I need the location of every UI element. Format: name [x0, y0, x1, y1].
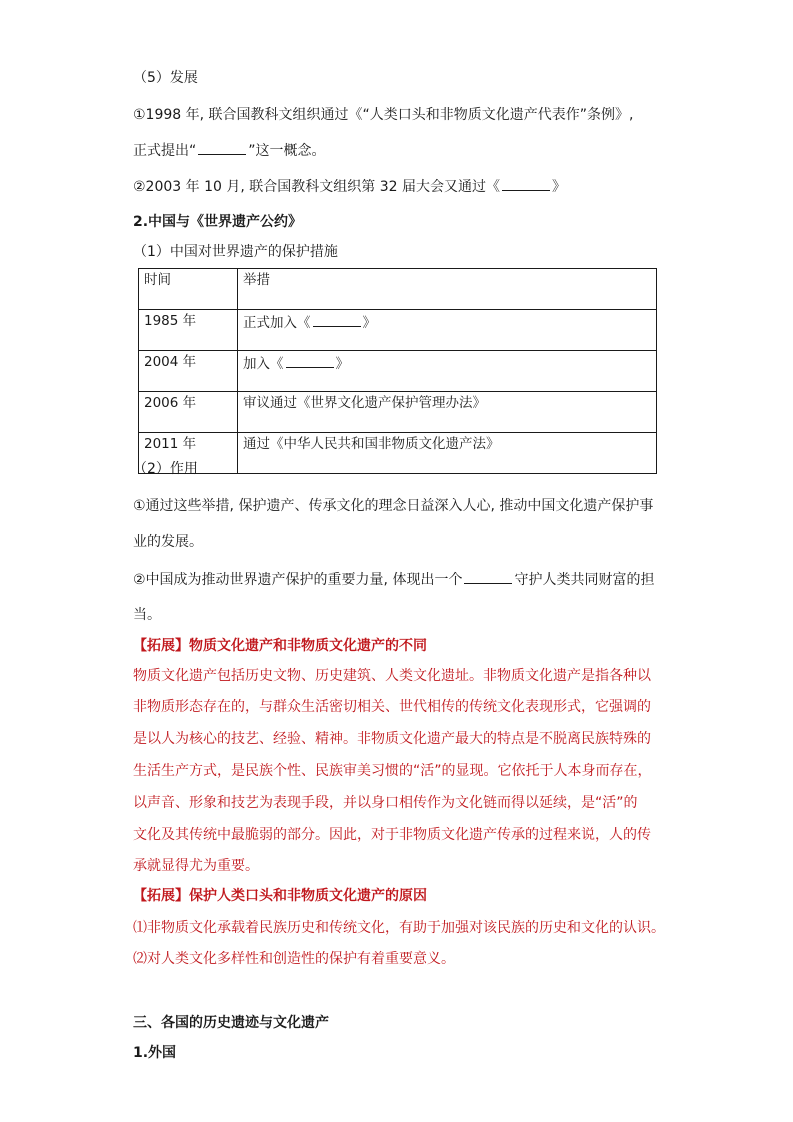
blank-underline — [198, 140, 246, 155]
table-cell-measure: 通过《中华人民共和国非物质文化遗产法》 — [238, 433, 657, 474]
extension-2-heading — [133, 886, 427, 906]
effect-2-line1 — [133, 569, 654, 590]
effect-2-text-b: 守护人类共同财富的担 — [514, 572, 655, 588]
table-row — [139, 433, 657, 474]
table-row — [139, 351, 657, 392]
item-1998-text-a: 正式提出“ — [133, 143, 197, 159]
item-2003-text-b: 》 — [551, 179, 566, 195]
item-2003-text-a: ②2003 年 10 月, 联合国教科文组织第 32 届大会又通过《 — [133, 179, 500, 195]
table-header-time: 时间 — [139, 269, 238, 310]
table-header-row — [139, 269, 657, 310]
section-5-heading: （5）发展 — [133, 70, 198, 86]
section-3-sub: 1.外国 — [133, 1045, 177, 1061]
extension-title: 物质文化遗产和非物质文化遗产的不同 — [189, 638, 427, 654]
item-1998-text-b: ”这一概念。 — [248, 143, 326, 159]
cell-text-b: 》 — [335, 356, 349, 372]
cell-text-b: 》 — [362, 315, 376, 331]
extension-1-line: 承就显得尤为重要。 — [133, 858, 259, 874]
extension-tag: 【拓展】 — [133, 638, 189, 654]
item-1998-line1: ①1998 年, 联合国教科文组织通过《“人类口头和非物质文化遗产代表作”条例》, — [133, 107, 634, 123]
cell-text-a: 加入《 — [243, 356, 284, 372]
extension-1-line: 以声音、形象和技艺为表现手段，并以身口相传作为文化链而得以延续，是“活”的 — [133, 795, 638, 811]
extension-1-line: 非物质形态存在的，与群众生活密切相关、世代相传的传统文化表现形式，它强调的 — [133, 699, 651, 715]
extension-tag: 【拓展】 — [133, 888, 189, 904]
item-2003-line — [133, 176, 566, 197]
table-row — [139, 310, 657, 351]
section-2-sub2: （2）作用 — [133, 461, 198, 477]
extension-1-line: 物质文化遗产包括历史文物、历史建筑、人类文化遗址。非物质文化遗产是指各种以 — [133, 668, 651, 684]
protection-measures-table — [138, 268, 657, 474]
cell-text-a: 正式加入《 — [243, 315, 311, 331]
table-cell-measure: 审议通过《世界文化遗产保护管理办法》 — [238, 392, 657, 433]
table-cell-measure — [238, 310, 657, 351]
table-header-measure: 举措 — [238, 269, 657, 310]
effect-2-text-a: ②中国成为推动世界遗产保护的重要力量, 体现出一个 — [133, 572, 463, 588]
table-cell-time: 2011 年 — [139, 433, 238, 474]
effect-1-line1: ①通过这些举措, 保护遗产、传承文化的理念日益深入人心, 推动中国文化遗产保护事 — [133, 498, 654, 514]
section-2-heading: 2.中国与《世界遗产公约》 — [133, 214, 303, 230]
table-cell-time: 2004 年 — [139, 351, 238, 392]
table-row — [139, 392, 657, 433]
effect-1-line2: 业的发展。 — [133, 534, 203, 550]
extension-2-line: ⑴非物质文化承载着民族历史和传统文化，有助于加强对该民族的历史和文化的认识。 — [133, 920, 665, 936]
blank-underline — [286, 353, 334, 368]
table-cell-time: 1985 年 — [139, 310, 238, 351]
extension-2-line: ⑵对人类文化多样性和创造性的保护有着重要意义。 — [133, 951, 455, 967]
table-cell-measure — [238, 351, 657, 392]
effect-2-line2: 当。 — [133, 607, 161, 623]
extension-1-line: 是以人为核心的技艺、经验、精神。非物质文化遗产最大的特点是不脱离民族特殊的 — [133, 731, 651, 747]
extension-1-line: 生活生产方式，是民族个性、民族审美习惯的“活”的显现。它依托于人本身而存在， — [133, 763, 652, 779]
section-3-heading: 三、各国的历史遗迹与文化遗产 — [133, 1015, 329, 1031]
item-1998-line2 — [133, 140, 326, 161]
section-2-sub1: （1）中国对世界遗产的保护措施 — [133, 244, 338, 260]
table-cell-time: 2006 年 — [139, 392, 238, 433]
extension-title: 保护人类口头和非物质文化遗产的原因 — [189, 888, 427, 904]
extension-1-heading — [133, 636, 427, 656]
blank-underline — [502, 176, 550, 191]
blank-underline — [464, 569, 512, 584]
blank-underline — [313, 312, 361, 327]
extension-1-line: 文化及其传统中最脆弱的部分。因此，对于非物质文化遗产传承的过程来说，人的传 — [133, 827, 651, 843]
